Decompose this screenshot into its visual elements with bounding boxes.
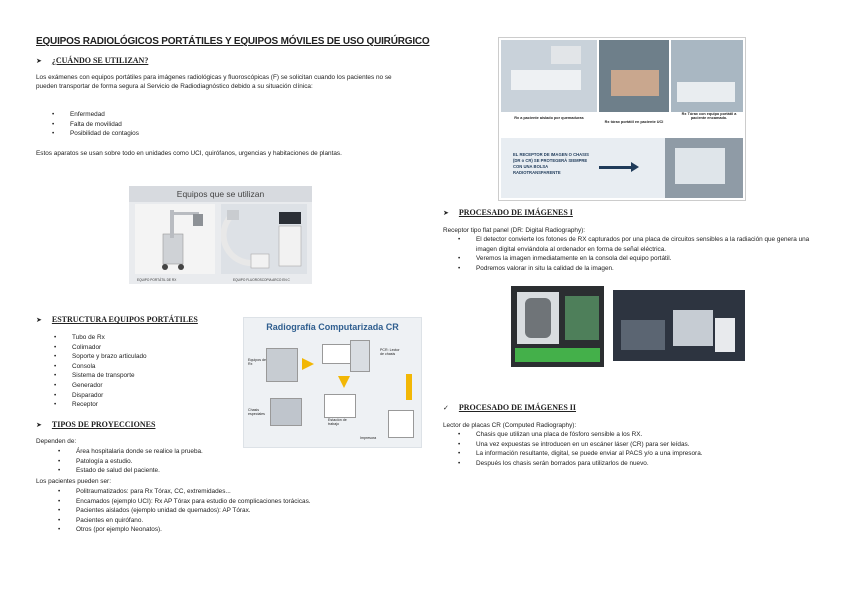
- list-item: • Tubo de Rx: [52, 333, 147, 343]
- photo-bed-patient: [671, 40, 743, 112]
- list-item: • Colimador: [52, 343, 147, 353]
- list-item: • Veremos la imagen inmediatamente en la consola del equipo portátil.: [456, 254, 816, 264]
- caption-photo-3: Rx Tórax con equipo portátil a paciente encamado.: [681, 112, 737, 120]
- tipos-list-b: [56, 487, 311, 535]
- list-item: • Una vez expuestas se introducen en un escáner láser (CR) para ser leídas.: [456, 440, 703, 450]
- list-item: • Soporte y brazo articulado: [52, 352, 147, 362]
- list-item: • Pacientes aislados (ejemplo unidad de quemados): AP Tórax.: [56, 506, 311, 516]
- arrow-icon: [406, 374, 412, 400]
- photo-receptor: [665, 138, 743, 198]
- tipos-pacientes: Los pacientes pueden ser:: [36, 478, 111, 485]
- heading-procesado-2: ✓ PROCESADO DE IMÁGENES II: [443, 403, 577, 412]
- procesado-2-intro: Lector de placas CR (Computed Radiography):: [443, 422, 577, 429]
- cr-xray-image: [266, 348, 298, 382]
- photos-collage: [498, 37, 746, 201]
- page-title: EQUIPOS RADIOLÓGICOS PORTÁTILES Y EQUIPOS MÓVILES DE USO QUIRÚRGICO: [36, 36, 430, 47]
- receptor-note: EL RECEPTOR DE IMAGEN O CHASIS (DR o CR) SE PROTEGERÁ SIEMPRE CON UNA BOLSA RADIOTRANSPARENTE: [513, 152, 589, 175]
- photo-uci-patient: [599, 40, 669, 112]
- list-item: • Después los chasis serán borrados para utilizarlos de nuevo.: [456, 459, 703, 469]
- arrow-icon: [338, 376, 350, 388]
- cr-figure: [243, 317, 422, 448]
- procesado-1-list: [456, 235, 816, 273]
- cuando-list: [50, 110, 139, 139]
- cr-label-equipos: Equipos de Rx: [248, 358, 266, 366]
- tipos-depende: Dependen de:: [36, 438, 77, 445]
- list-item: • Podremos valorar in situ la calidad de la imagen.: [456, 264, 816, 274]
- arrow-icon: [599, 166, 633, 169]
- list-item: • La información resultante, digital, se puede enviar al PACS y/o a una impresora.: [456, 449, 703, 459]
- heading-cuando: ➤ ¿CUÁNDO SE UTILIZAN?: [36, 56, 149, 65]
- caption-photo-2: Rx tórax portátil en paciente UCI: [604, 120, 664, 124]
- photo-flat-panel-console: [511, 286, 604, 367]
- photo-burn-patient: [501, 40, 597, 112]
- tipos-list-a: [56, 447, 203, 476]
- heading-estructura: ➤ ESTRUCTURA EQUIPOS PORTÁTILES: [36, 315, 198, 324]
- list-item: • Receptor: [52, 400, 147, 410]
- cr-label-pcr: PCR: Lector de chasis: [380, 348, 400, 356]
- list-item: • Chasis que utilizan una placa de fósforo sensible a los RX.: [456, 430, 703, 440]
- arrow-icon: [631, 162, 639, 172]
- arrow-icon: [302, 358, 314, 370]
- heading-tipos: ➤ TIPOS DE PROYECCIONES: [36, 420, 156, 429]
- cuando-intro: Los exámenes con equipos portátiles para imágenes radiológicas y fluoroscópicas (F) se solicitan cuando los pacientes no se pueden transportar de forma segura al Servicio de Radiodiagnóstico debido a su situación clínica:: [36, 74, 392, 90]
- cr-workstation-image: [324, 394, 356, 418]
- cr-figure-title: Radiografía Computarizada CR: [266, 322, 399, 332]
- list-item: • Falta de movilidad: [50, 120, 139, 130]
- cuando-note: Estos aparatos se usan sobre todo en unidades como UCI, quirófanos, urgencias y habitaciones de plantas.: [36, 150, 342, 157]
- estructura-list: [52, 333, 147, 410]
- list-item: • Estado de salud del paciente.: [56, 466, 203, 476]
- list-item: • Pacientes en quirófano.: [56, 516, 311, 526]
- list-item: • Generador: [52, 381, 147, 391]
- list-item: • Enfermedad: [50, 110, 139, 120]
- c-arm-image: [221, 204, 307, 274]
- heading-procesado-1: ➤ PROCESADO DE IMÁGENES I: [443, 208, 573, 217]
- caption-portable: EQUIPO PORTÁTIL DE RX: [137, 278, 177, 282]
- list-item: • Patología a estudio.: [56, 457, 203, 467]
- list-item: • Disparador: [52, 391, 147, 401]
- list-item: • Consola: [52, 362, 147, 372]
- equipos-figure: [129, 186, 312, 284]
- equipos-figure-title: Equipos que se utilizan: [176, 189, 265, 199]
- caption-photo-1: Rx a paciente aislado por quemaduras: [514, 116, 584, 120]
- cr-label-estacion: Estación de trabajo: [328, 418, 347, 426]
- cr-reader-image: [350, 340, 370, 372]
- list-item: • Sistema de transporte: [52, 371, 147, 381]
- portable-xray-image: [135, 204, 215, 274]
- photo-portable-room: [613, 290, 745, 361]
- list-item: • El detector convierte los fotones de RX capturados por una placa de circuitos sensibles a la radiación que genera una imagen digital enviándola al ordenador en forma de señal eléctrica.: [456, 235, 816, 254]
- list-item: • Posibilidad de contagios: [50, 129, 139, 139]
- cr-label-impresora: Impresora: [360, 436, 377, 440]
- procesado-2-list: [456, 430, 703, 468]
- cr-label-chasis: Chasis especiales: [248, 408, 265, 416]
- list-item: • Encamados (ejemplo UCI): Rx AP Tórax para estudio de complicaciones torácicas.: [56, 497, 311, 507]
- list-item: • Politraumatizados: para Rx Tórax, CC, extremidades...: [56, 487, 311, 497]
- list-item: • Área hospitalaria donde se realice la prueba.: [56, 447, 203, 457]
- caption-c-arm: EQUIPO FLUOROSCOPIA ARCO EN C: [233, 278, 290, 282]
- cr-printer-image: [388, 410, 414, 438]
- procesado-1-intro: Receptor tipo flat panel (DR: Digital Radiography):: [443, 227, 586, 234]
- list-item: • Otros (por ejemplo Neonatos).: [56, 525, 311, 535]
- cr-chasis-image: [270, 398, 302, 426]
